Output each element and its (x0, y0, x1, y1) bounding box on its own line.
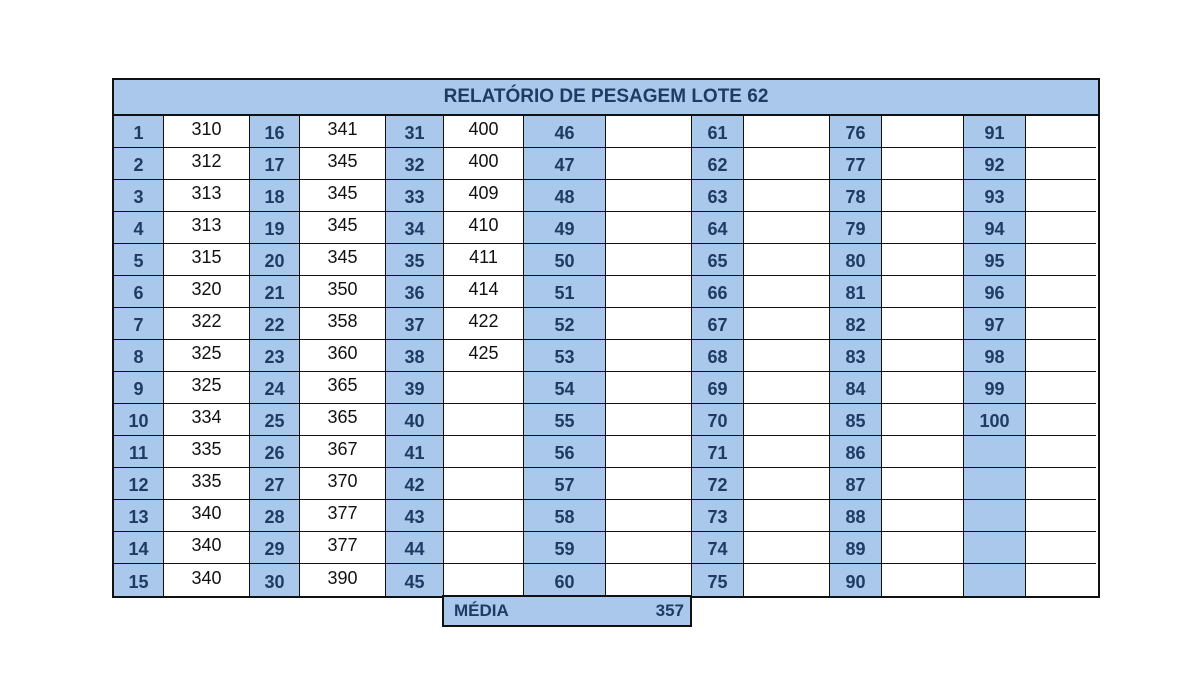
item-number-cell: 1 (114, 116, 164, 148)
item-number-cell: 52 (524, 308, 606, 340)
item-number-cell: 99 (964, 372, 1026, 404)
weight-value-cell (744, 276, 830, 308)
weight-value-cell (882, 340, 964, 372)
item-number-cell: 67 (692, 308, 744, 340)
weight-value-cell (606, 564, 692, 596)
weight-value-cell (606, 532, 692, 564)
item-number-cell: 97 (964, 308, 1026, 340)
item-number-cell: 66 (692, 276, 744, 308)
item-number-cell: 69 (692, 372, 744, 404)
weight-value-cell (1026, 436, 1096, 468)
weight-value-cell (882, 532, 964, 564)
item-number-cell: 41 (386, 436, 444, 468)
item-number-cell: 10 (114, 404, 164, 436)
weight-value-cell (882, 500, 964, 532)
weight-value-cell (882, 180, 964, 212)
weight-value-cell (1026, 116, 1096, 148)
weight-value-cell (744, 372, 830, 404)
item-number-cell: 34 (386, 212, 444, 244)
item-number-cell: 8 (114, 340, 164, 372)
weight-value-cell (1026, 372, 1096, 404)
weight-value-cell (606, 276, 692, 308)
weight-value-cell: 313 (164, 180, 250, 212)
item-number-cell: 89 (830, 532, 882, 564)
item-number-cell: 96 (964, 276, 1026, 308)
weight-value-cell (606, 436, 692, 468)
item-number-cell: 65 (692, 244, 744, 276)
weight-value-cell: 410 (444, 212, 524, 244)
weight-value-cell (882, 468, 964, 500)
average-row (442, 595, 692, 627)
item-number-cell: 73 (692, 500, 744, 532)
item-number-cell: 94 (964, 212, 1026, 244)
weight-value-cell (606, 500, 692, 532)
item-number-cell: 64 (692, 212, 744, 244)
weight-value-cell (606, 340, 692, 372)
item-number-cell: 49 (524, 212, 606, 244)
weight-value-cell (882, 564, 964, 596)
weight-value-cell (444, 500, 524, 532)
weight-value-cell (744, 532, 830, 564)
weight-value-cell (1026, 308, 1096, 340)
weight-value-cell: 422 (444, 308, 524, 340)
item-number-cell: 90 (830, 564, 882, 596)
item-number-cell: 15 (114, 564, 164, 596)
weight-value-cell (882, 212, 964, 244)
weight-value-cell (882, 244, 964, 276)
item-number-cell: 40 (386, 404, 444, 436)
weight-value-cell (444, 532, 524, 564)
item-number-cell: 17 (250, 148, 300, 180)
item-number-cell: 55 (524, 404, 606, 436)
item-number-cell: 24 (250, 372, 300, 404)
weight-value-cell (744, 244, 830, 276)
weight-value-cell (744, 180, 830, 212)
weight-value-cell: 340 (164, 532, 250, 564)
weight-value-cell: 320 (164, 276, 250, 308)
item-number-cell: 29 (250, 532, 300, 564)
item-number-cell: 92 (964, 148, 1026, 180)
item-number-cell: 61 (692, 116, 744, 148)
weight-value-cell (444, 372, 524, 404)
item-number-cell: 4 (114, 212, 164, 244)
weight-value-cell (882, 148, 964, 180)
weight-value-cell (1026, 244, 1096, 276)
average-value: 357 (655, 601, 684, 620)
item-number-cell (964, 436, 1026, 468)
weight-value-cell: 411 (444, 244, 524, 276)
item-number-cell (964, 564, 1026, 596)
weight-value-cell (444, 404, 524, 436)
weight-value-cell: 345 (300, 180, 386, 212)
item-number-cell: 77 (830, 148, 882, 180)
weight-value-cell (1026, 340, 1096, 372)
weights-grid (114, 116, 1098, 596)
weight-value-cell (882, 308, 964, 340)
weight-value-cell (1026, 564, 1096, 596)
weight-value-cell (882, 372, 964, 404)
item-number-cell: 85 (830, 404, 882, 436)
weight-value-cell: 310 (164, 116, 250, 148)
item-number-cell: 42 (386, 468, 444, 500)
item-number-cell: 93 (964, 180, 1026, 212)
item-number-cell: 39 (386, 372, 444, 404)
item-number-cell: 12 (114, 468, 164, 500)
item-number-cell: 60 (524, 564, 606, 596)
weight-value-cell: 414 (444, 276, 524, 308)
weight-value-cell: 358 (300, 308, 386, 340)
item-number-cell: 26 (250, 436, 300, 468)
item-number-cell: 18 (250, 180, 300, 212)
item-number-cell: 11 (114, 436, 164, 468)
weight-value-cell: 334 (164, 404, 250, 436)
weight-value-cell (444, 564, 524, 596)
item-number-cell: 31 (386, 116, 444, 148)
item-number-cell: 6 (114, 276, 164, 308)
item-number-cell (964, 500, 1026, 532)
weight-value-cell (882, 436, 964, 468)
weight-value-cell (1026, 500, 1096, 532)
weight-value-cell (606, 404, 692, 436)
weight-value-cell: 400 (444, 148, 524, 180)
weight-value-cell: 322 (164, 308, 250, 340)
item-number-cell: 71 (692, 436, 744, 468)
item-number-cell: 48 (524, 180, 606, 212)
weight-value-cell: 365 (300, 404, 386, 436)
item-number-cell: 25 (250, 404, 300, 436)
item-number-cell: 32 (386, 148, 444, 180)
weight-value-cell: 341 (300, 116, 386, 148)
item-number-cell: 20 (250, 244, 300, 276)
weight-value-cell: 365 (300, 372, 386, 404)
item-number-cell: 44 (386, 532, 444, 564)
weight-value-cell (1026, 468, 1096, 500)
item-number-cell: 28 (250, 500, 300, 532)
item-number-cell: 82 (830, 308, 882, 340)
weight-value-cell: 377 (300, 500, 386, 532)
item-number-cell: 98 (964, 340, 1026, 372)
weight-value-cell: 367 (300, 436, 386, 468)
weight-value-cell (744, 148, 830, 180)
weight-value-cell (444, 436, 524, 468)
weight-value-cell: 345 (300, 244, 386, 276)
weight-value-cell (1026, 532, 1096, 564)
item-number-cell: 19 (250, 212, 300, 244)
weight-value-cell (606, 244, 692, 276)
weight-value-cell: 350 (300, 276, 386, 308)
item-number-cell (964, 532, 1026, 564)
weight-value-cell: 360 (300, 340, 386, 372)
weight-value-cell (744, 340, 830, 372)
weight-value-cell (882, 116, 964, 148)
weight-value-cell (744, 564, 830, 596)
item-number-cell: 59 (524, 532, 606, 564)
item-number-cell: 14 (114, 532, 164, 564)
item-number-cell: 83 (830, 340, 882, 372)
weighing-report-table (112, 78, 1100, 598)
item-number-cell: 100 (964, 404, 1026, 436)
weight-value-cell (1026, 404, 1096, 436)
item-number-cell: 3 (114, 180, 164, 212)
item-number-cell: 21 (250, 276, 300, 308)
weight-value-cell: 325 (164, 372, 250, 404)
item-number-cell: 56 (524, 436, 606, 468)
weight-value-cell (882, 276, 964, 308)
item-number-cell (964, 468, 1026, 500)
weight-value-cell (606, 116, 692, 148)
weight-value-cell: 340 (164, 564, 250, 596)
item-number-cell: 7 (114, 308, 164, 340)
item-number-cell: 88 (830, 500, 882, 532)
weight-value-cell: 313 (164, 212, 250, 244)
weight-value-cell (606, 308, 692, 340)
item-number-cell: 13 (114, 500, 164, 532)
weight-value-cell: 340 (164, 500, 250, 532)
average-label: MÉDIA (454, 601, 509, 620)
weight-value-cell (882, 404, 964, 436)
item-number-cell: 36 (386, 276, 444, 308)
item-number-cell: 43 (386, 500, 444, 532)
weight-value-cell: 312 (164, 148, 250, 180)
item-number-cell: 76 (830, 116, 882, 148)
weight-value-cell (744, 468, 830, 500)
item-number-cell: 87 (830, 468, 882, 500)
weight-value-cell: 409 (444, 180, 524, 212)
item-number-cell: 23 (250, 340, 300, 372)
item-number-cell: 9 (114, 372, 164, 404)
item-number-cell: 58 (524, 500, 606, 532)
item-number-cell: 27 (250, 468, 300, 500)
item-number-cell: 86 (830, 436, 882, 468)
item-number-cell: 62 (692, 148, 744, 180)
item-number-cell: 47 (524, 148, 606, 180)
weight-value-cell (606, 372, 692, 404)
item-number-cell: 79 (830, 212, 882, 244)
item-number-cell: 53 (524, 340, 606, 372)
item-number-cell: 54 (524, 372, 606, 404)
weight-value-cell: 400 (444, 116, 524, 148)
item-number-cell: 51 (524, 276, 606, 308)
report-title: RELATÓRIO DE PESAGEM LOTE 62 (114, 80, 1098, 116)
item-number-cell: 5 (114, 244, 164, 276)
weight-value-cell: 425 (444, 340, 524, 372)
item-number-cell: 70 (692, 404, 744, 436)
weight-value-cell (1026, 276, 1096, 308)
item-number-cell: 57 (524, 468, 606, 500)
item-number-cell: 78 (830, 180, 882, 212)
item-number-cell: 35 (386, 244, 444, 276)
item-number-cell: 38 (386, 340, 444, 372)
weight-value-cell: 377 (300, 532, 386, 564)
weight-value-cell (744, 212, 830, 244)
weight-value-cell (1026, 148, 1096, 180)
weight-value-cell (606, 212, 692, 244)
item-number-cell: 68 (692, 340, 744, 372)
weight-value-cell (744, 308, 830, 340)
item-number-cell: 46 (524, 116, 606, 148)
weight-value-cell: 315 (164, 244, 250, 276)
item-number-cell: 81 (830, 276, 882, 308)
weight-value-cell: 345 (300, 212, 386, 244)
weight-value-cell (606, 180, 692, 212)
weight-value-cell: 370 (300, 468, 386, 500)
item-number-cell: 30 (250, 564, 300, 596)
item-number-cell: 84 (830, 372, 882, 404)
weight-value-cell (744, 436, 830, 468)
item-number-cell: 72 (692, 468, 744, 500)
weight-value-cell: 345 (300, 148, 386, 180)
item-number-cell: 91 (964, 116, 1026, 148)
item-number-cell: 37 (386, 308, 444, 340)
item-number-cell: 74 (692, 532, 744, 564)
item-number-cell: 75 (692, 564, 744, 596)
weight-value-cell (744, 404, 830, 436)
item-number-cell: 22 (250, 308, 300, 340)
weight-value-cell: 335 (164, 468, 250, 500)
weight-value-cell (744, 500, 830, 532)
item-number-cell: 95 (964, 244, 1026, 276)
weight-value-cell (444, 468, 524, 500)
weight-value-cell: 325 (164, 340, 250, 372)
weight-value-cell (744, 116, 830, 148)
item-number-cell: 63 (692, 180, 744, 212)
weight-value-cell: 390 (300, 564, 386, 596)
item-number-cell: 16 (250, 116, 300, 148)
weight-value-cell (1026, 212, 1096, 244)
item-number-cell: 2 (114, 148, 164, 180)
item-number-cell: 50 (524, 244, 606, 276)
item-number-cell: 80 (830, 244, 882, 276)
weight-value-cell: 335 (164, 436, 250, 468)
item-number-cell: 33 (386, 180, 444, 212)
weight-value-cell (606, 468, 692, 500)
weight-value-cell (606, 148, 692, 180)
weight-value-cell (1026, 180, 1096, 212)
item-number-cell: 45 (386, 564, 444, 596)
